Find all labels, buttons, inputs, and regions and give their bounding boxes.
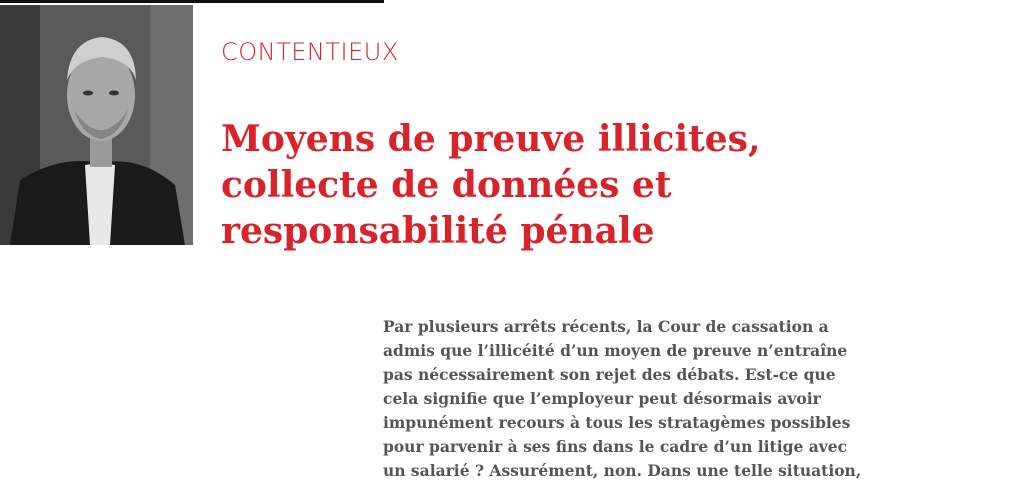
headline-line: responsabilité pénale — [221, 210, 655, 252]
author-photo — [0, 5, 193, 245]
intro-line: impunément recours à tous les stratagèmes possibles — [383, 413, 851, 432]
article-headline — [221, 116, 1011, 254]
intro-line: pas nécessairement son rejet des débats. Est-ce que — [383, 365, 836, 384]
top-rule — [0, 0, 384, 3]
article-intro — [383, 315, 925, 483]
intro-line: admis que l’illicéité d’un moyen de preuve n’entraîne — [383, 341, 848, 360]
intro-line: pour parvenir à ses fins dans le cadre d’un litige avec — [383, 437, 848, 456]
intro-line: Par plusieurs arrêts récents, la Cour de cassation a — [383, 317, 829, 336]
intro-line: cela signifie que l’employeur peut désormais avoir — [383, 389, 821, 408]
section-label: CONTENTIEUX — [221, 38, 399, 66]
headline-line: Moyens de preuve illicites, — [221, 118, 761, 160]
intro-line: un salarié ? Assurément, non. Dans une telle situation, — [383, 461, 862, 480]
headline-line: collecte de données et — [221, 164, 672, 206]
